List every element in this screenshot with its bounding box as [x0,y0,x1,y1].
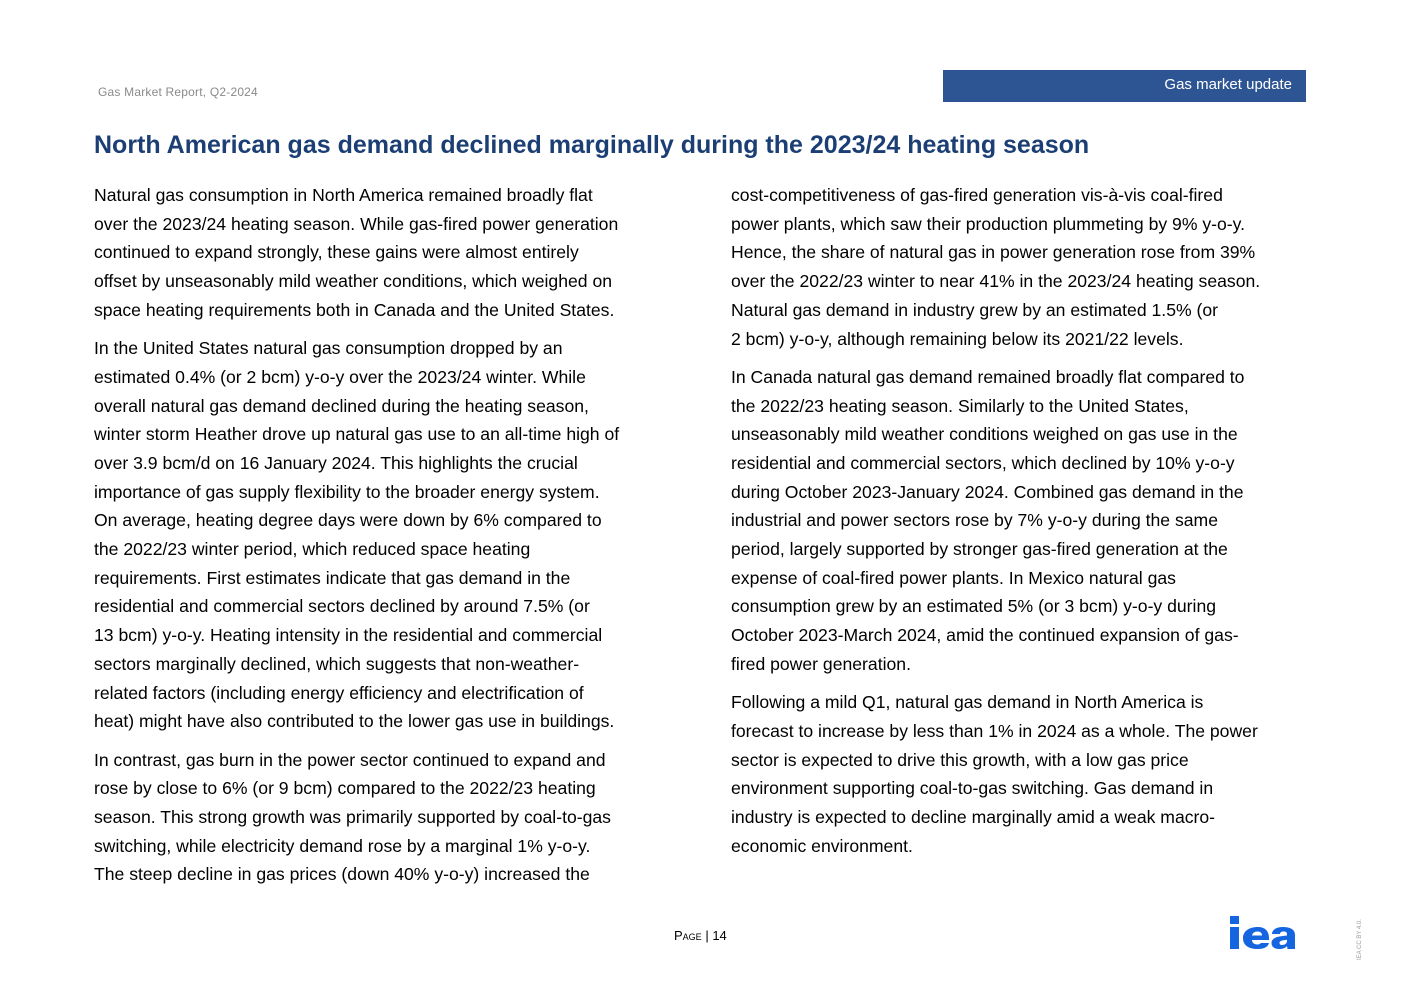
report-label: Gas Market Report, Q2-2024 [98,85,258,99]
text-line: residential and commercial sectors, which declined by 10% y-o-y [731,452,1235,473]
page-number-value: 14 [712,928,727,943]
text-line: Natural gas demand in industry grew by an estimated 1.5% (or [731,299,1219,320]
text-line: cost-competitiveness of gas-fired generation vis-à-vis coal-fired [731,185,1223,205]
text-line: On average, heating degree days were down by 6% compared to [94,510,602,531]
paragraph [731,363,1321,679]
text-line: forecast to increase by less than 1% in 2024 as a whole. The power [731,720,1258,741]
text-line: the 2022/23 heating season. Similarly to the United States, [731,395,1189,416]
paragraph [94,181,684,325]
text-line: importance of gas supply flexibility to the broader energy system. [94,481,600,502]
text-line: the 2022/23 winter period, which reduced space heating [94,539,531,560]
text-line: related factors (including energy efficiency and electrification of [94,682,584,703]
text-line: sector is expected to drive this growth, with a low gas price [731,749,1189,770]
paragraph [94,746,684,890]
text-line: industrial and power sectors rose by 7% y-o-y during the same [731,510,1218,531]
text-line: fired power generation. [731,653,911,674]
text-line: Hence, the share of natural gas in power generation rose from 39% [731,242,1256,263]
section-banner [943,70,1306,102]
text-line: environment supporting coal-to-gas switching. Gas demand in [731,778,1214,799]
text-line: power plants, which saw their production plummeting by 9% y-o-y. [731,213,1246,234]
license-note: IEA CC BY 4.0. [1357,919,1363,960]
text-line: The steep decline in gas prices (down 40% y-o-y) increased the [94,864,590,885]
text-line: switching, while electricity demand rose by a marginal 1% y-o-y. [94,835,591,856]
text-line: during October 2023-January 2024. Combined gas demand in the [731,481,1244,502]
text-line: over the 2022/23 winter to near 41% in the 2023/24 heating season. [731,271,1261,292]
text-line: In the United States natural gas consumption dropped by an [94,338,563,359]
text-line: Natural gas consumption in North America remained broadly flat [94,185,593,205]
left-column [94,181,684,899]
text-line: over the 2023/24 heating season. While gas-fired power generation [94,213,619,234]
text-line: continued to expand strongly, these gains were almost entirely [94,242,579,263]
text-line: rose by close to 6% (or 9 bcm) compared to the 2022/23 heating [94,778,596,799]
text-line: In Canada natural gas demand remained broadly flat compared to [731,366,1245,387]
text-line: residential and commercial sectors declined by around 7.5% (or [94,596,590,617]
text-line: 2 bcm) y-o-y, although remaining below its 2021/22 levels. [731,328,1184,349]
section-banner-label: Gas market update [1164,76,1292,93]
page-title: North American gas demand declined marginally during the 2023/24 heating season [94,131,1090,159]
page-word: Page [674,928,702,943]
text-line: consumption grew by an estimated 5% (or 3 bcm) y-o-y during [731,596,1217,617]
text-line: unseasonably mild weather conditions weighed on gas use in the [731,424,1238,445]
text-line: heat) might have also contributed to the lower gas use in buildings. [94,711,615,732]
text-line: season. This strong growth was primarily supported by coal-to-gas [94,806,611,827]
text-line: requirements. First estimates indicate that gas demand in the [94,567,571,588]
page-number [674,928,727,943]
text-line: expense of coal-fired power plants. In Mexico natural gas [731,567,1176,588]
page-separator: | [705,928,709,943]
paragraph [731,688,1321,860]
text-line: offset by unseasonably mild weather conditions, which weighed on [94,271,613,292]
text-line: 13 bcm) y-o-y. Heating intensity in the residential and commercial [94,625,603,646]
text-line: economic environment. [731,835,913,856]
text-line: October 2023-March 2024, amid the continued expansion of gas- [731,625,1239,646]
text-line: over 3.9 bcm/d on 16 January 2024. This highlights the crucial [94,452,578,473]
text-line: estimated 0.4% (or 2 bcm) y-o-y over the 2023/24 winter. While [94,366,586,387]
text-line: Following a mild Q1, natural gas demand in North America is [731,692,1204,713]
text-line: space heating requirements both in Canada and the United States. [94,299,615,320]
text-line: winter storm Heather drove up natural gas use to an all-time high of [94,424,620,445]
iea-logo [1228,916,1308,952]
text-line: sectors marginally declined, which suggests that non-weather- [94,653,580,674]
text-line: period, largely supported by stronger gas-fired generation at the [731,539,1228,560]
right-column [731,181,1321,870]
text-line: overall natural gas demand declined during the heating season, [94,395,589,416]
text-line: industry is expected to decline marginally amid a weak macro- [731,806,1216,827]
text-line: In contrast, gas burn in the power sector continued to expand and [94,749,606,770]
paragraph [94,334,684,736]
paragraph [731,181,1321,353]
